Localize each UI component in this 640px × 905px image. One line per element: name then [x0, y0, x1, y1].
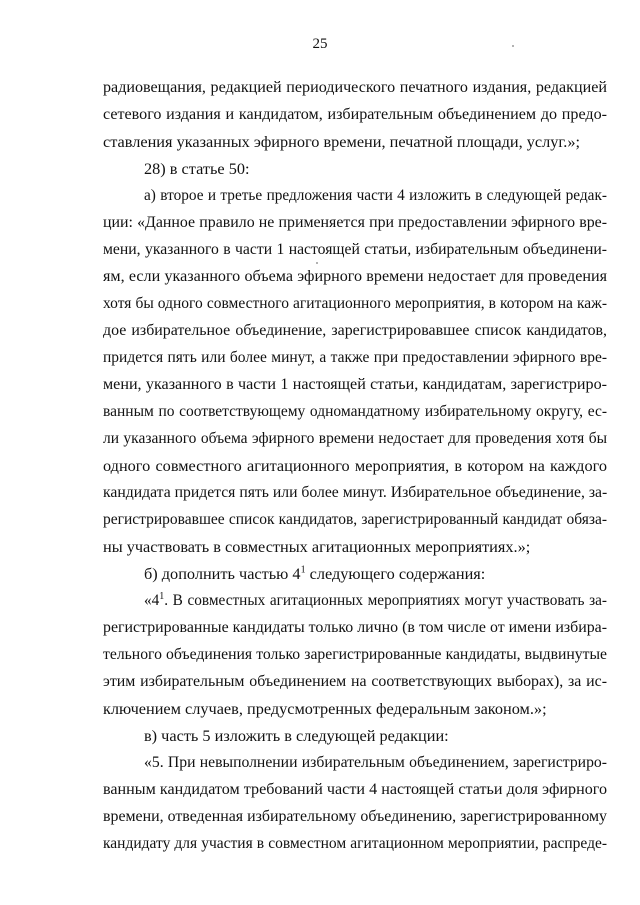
- superscript: 1: [159, 590, 165, 602]
- scan-speck: [512, 45, 514, 47]
- text-line: сетевого издания и кандидатом, избирательным объединением до предо-: [103, 106, 607, 123]
- text-line: «5. При невыполнении избирательным объединением, зарегистриро-: [144, 754, 607, 771]
- text-line: придется пять или более минут, а также при предоставлении эфирного вре-: [103, 349, 607, 366]
- text-line: тельного объединения только зарегистрированные кандидаты, выдвинутые: [103, 646, 607, 663]
- text-fragment: б) дополнить частью 4: [144, 564, 301, 583]
- text-line: ванным по соответствующему одномандатному избирательному округу, ес-: [103, 403, 607, 420]
- text-line: мени, указанного в части 1 настоящей статьи, кандидатам, зарегистриро-: [103, 376, 607, 393]
- superscript: 1: [300, 564, 306, 576]
- text-line: регистрированные кандидаты только лично (в том числе от имени избира-: [103, 619, 607, 636]
- text-line: ны участвовать в совместных агитационных мероприятиях.»;: [103, 537, 531, 556]
- text-line: кандидату для участия в совместном агитационном мероприятии, распреде-: [103, 835, 607, 852]
- text-line: [103, 560, 607, 587]
- text-line: 28) в статье 50:: [144, 159, 250, 178]
- text-line: ванным кандидатом требований части 4 настоящей статьи доля эфирного: [103, 781, 607, 798]
- text-fragment: . В совместных агитационных мероприятиях могут участвовать за-: [164, 592, 607, 609]
- text-line: радиовещания, редакцией периодического печатного издания, редакцией: [103, 79, 607, 96]
- document-body: [103, 74, 607, 857]
- text-line: этим избирательным объединением на соответствующих выборах), за ис-: [103, 673, 607, 690]
- text-line: кандидата придется пять или более минут. Избирательное объединение, за-: [103, 484, 608, 501]
- text-line: одного совместного агитационного мероприятия, в котором на каждого: [103, 456, 607, 475]
- text-line: хотя бы одного совместного агитационного мероприятия, в котором на каж-: [103, 295, 607, 312]
- text-line: ям, если указанного объема эфирного времени недостает для проведения: [103, 268, 607, 285]
- text-line: мени, указанного в части 1 настоящей статьи, избирательным объединени-: [103, 241, 607, 258]
- text-line: ставления указанных эфирного времени, печатной площади, услуг.»;: [103, 132, 580, 151]
- text-line: [103, 587, 607, 614]
- text-fragment: «4: [144, 592, 160, 609]
- page-number: 25: [312, 36, 328, 52]
- text-line: ли указанного объема эфирного времени недостает для проведения хотя бы: [103, 430, 607, 447]
- text-line: регистрировавшее список кандидатов, зарегистрированный кандидат обяза-: [103, 511, 607, 528]
- text-fragment: следующего содержания:: [305, 564, 486, 583]
- text-line: а) второе и третье предложения части 4 изложить в следующей редак-: [144, 187, 607, 204]
- text-line: ции: «Данное правило не применяется при предоставлении эфирного вре-: [103, 214, 607, 231]
- text-line: времени, отведенная избирательному объединению, зарегистрированному: [103, 808, 607, 825]
- text-line: ключением случаев, предусмотренных федеральным законом.»;: [103, 699, 547, 718]
- text-line: дое избирательное объединение, зарегистрировавшее список кандидатов,: [103, 322, 607, 339]
- text-line: в) часть 5 изложить в следующей редакции:: [144, 726, 449, 745]
